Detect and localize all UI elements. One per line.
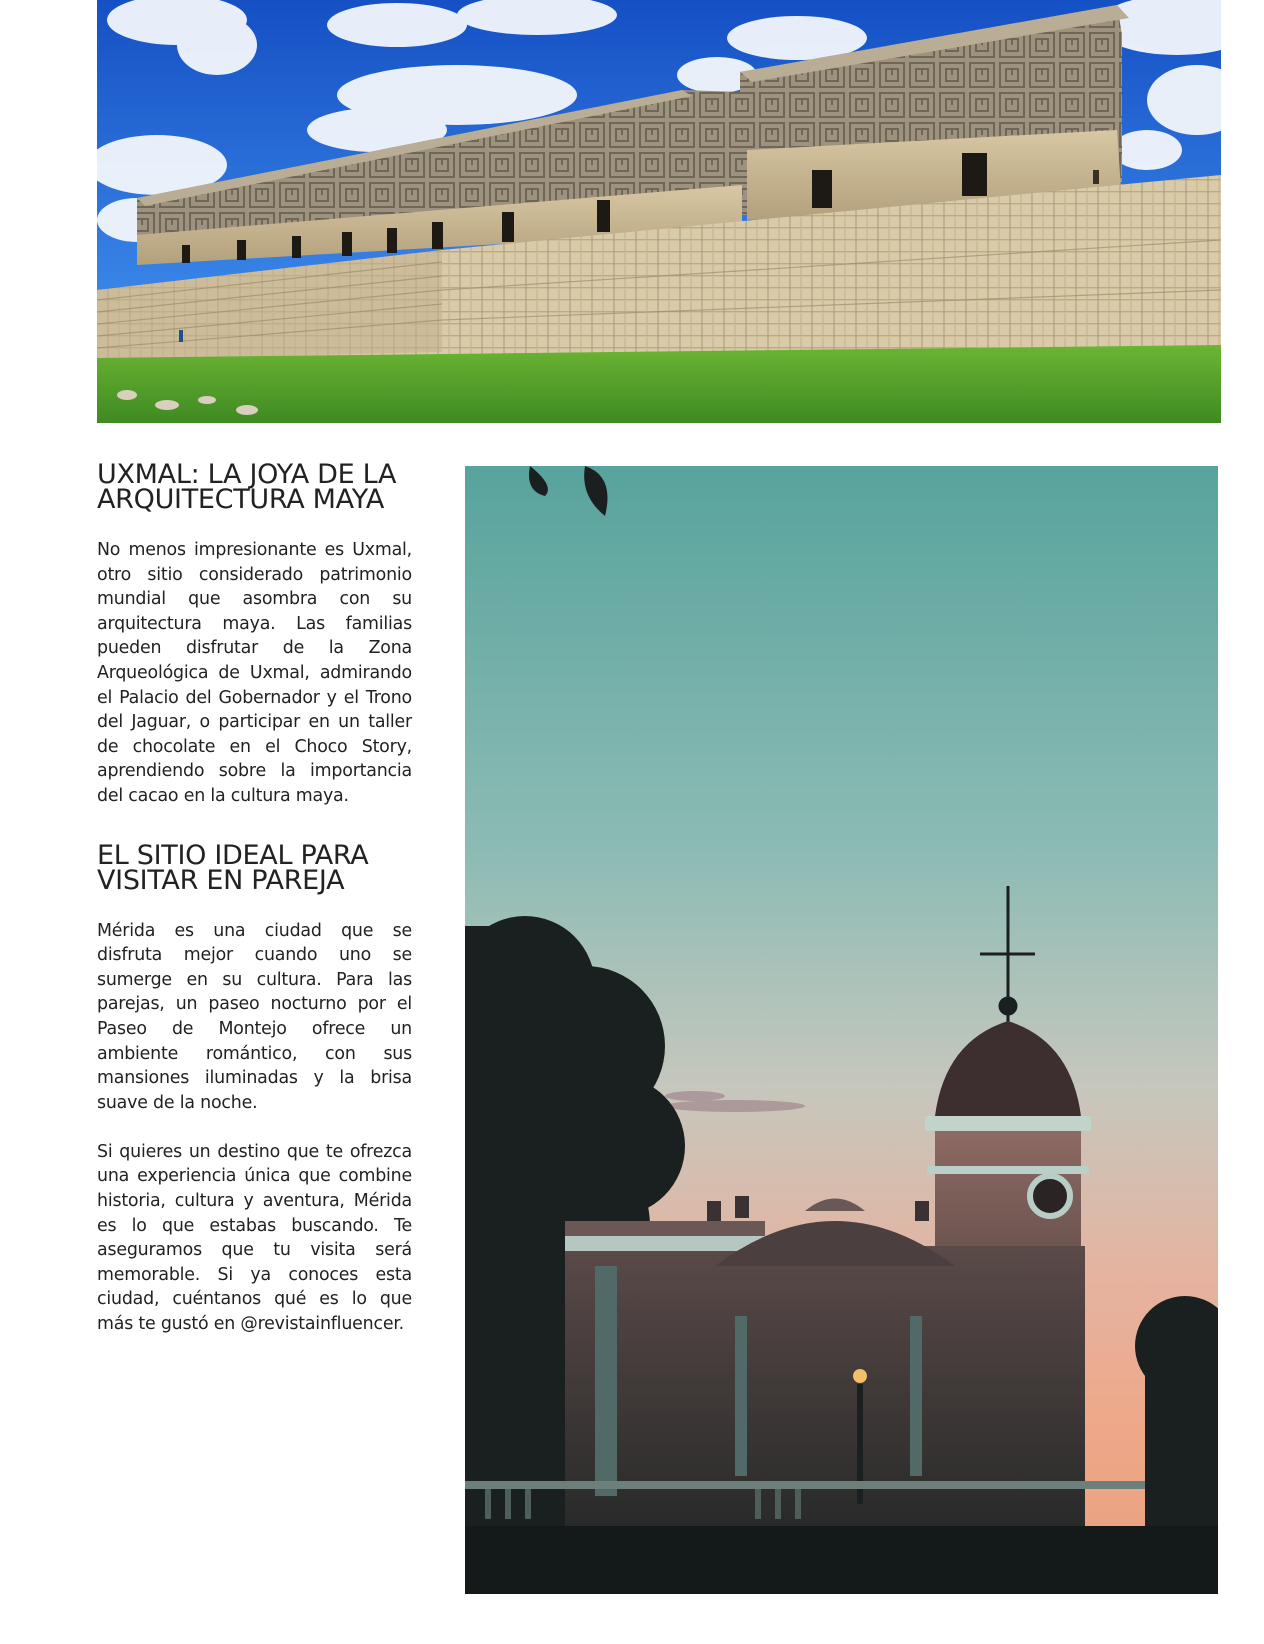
uxmal-paragraph: No menos impresionante es Uxmal, otro sitio considerado patrimonio mundial que asombra con su arquitectura maya. Las familias pueden disfrutar de la Zona Arqueológica de Uxmal, admirando el Palacio del Gobernador y el Trono del Jaguar, o participar en un taller de chocolate en el Choco Story, aprendiendo sobre la importancia del cacao en la cultura maya. xyxy=(97,540,412,806)
merida-sunset-building-photo xyxy=(465,466,1218,1594)
pareja-paragraph-1: Mérida es una ciudad que se disfruta mejor cuando uno se sumerge en su cultura. Para las parejas, un paseo nocturno por el Paseo de Montejo ofrece un ambiente romántico, con sus mansiones iluminadas y la brisa suave de la noche. xyxy=(97,920,412,1113)
article-text-column xyxy=(97,459,412,1337)
uxmal-heading: UXMAL: LA JOYA DE LA ARQUITECTURA MAYA xyxy=(97,459,397,515)
merida-sunset-illustration xyxy=(465,466,1218,1594)
uxmal-palace-illustration xyxy=(97,0,1221,423)
pareja-heading: EL SITIO IDEAL PARA VISITAR EN PAREJA xyxy=(97,839,369,896)
pareja-paragraph-2: Si quieres un destino que te ofrezca una experiencia única que combine historia, cultura y aventura, Mérida es lo que estabas buscando. Te aseguramos que tu visita será memorable. Si ya conoces esta ciudad, cuéntanos qué es lo que más te gustó en @revistainfluencer. xyxy=(97,1141,412,1335)
uxmal-palace-photo xyxy=(97,0,1221,423)
